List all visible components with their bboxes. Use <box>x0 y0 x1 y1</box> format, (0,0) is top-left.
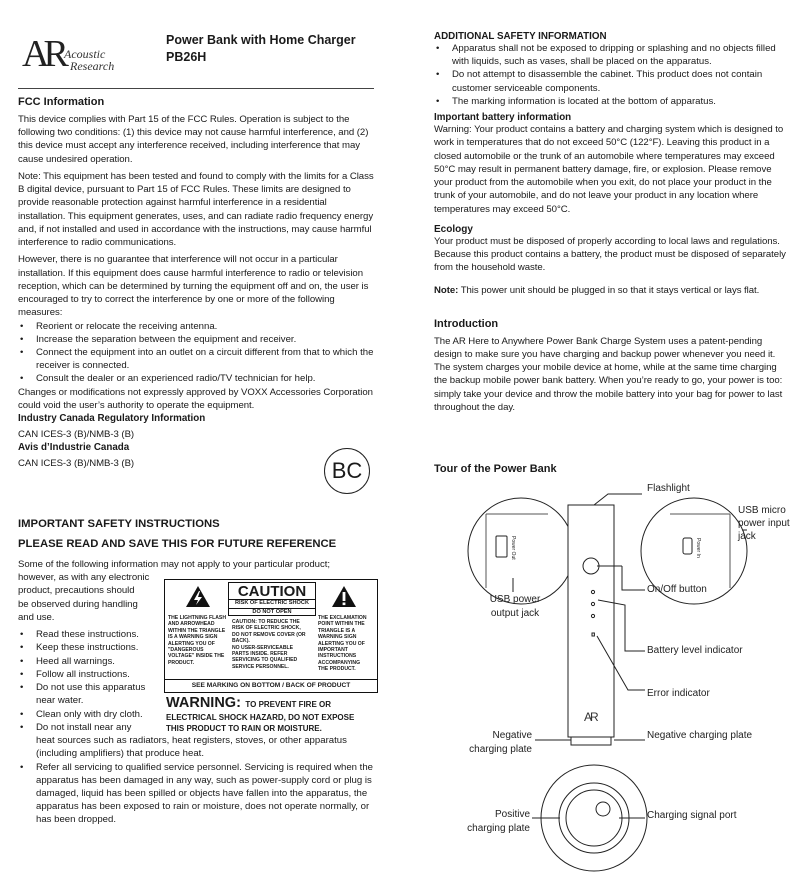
safety-intro-line: be observed during handling <box>18 598 138 610</box>
list-item: • Reorient or relocate the receiving antenna. <box>18 320 376 333</box>
bc-mark-text: BC <box>331 458 363 483</box>
fcc-paragraph-4: Changes or modifications not expressly approved by VOXX Accessories Corporation could void the user’s authority to operate the equipment. <box>18 386 373 411</box>
ar-logo-mark: AR <box>22 33 63 75</box>
safety-heat-line-1: Do not install near any <box>36 721 132 733</box>
label-battery-level: Battery level indicator <box>647 645 743 656</box>
caution-right-line: INSTRUCTIONS <box>318 653 357 660</box>
caution-center-line: SERVICING TO QUALIFIED <box>232 657 298 664</box>
list-item: • Heed all warnings. <box>18 655 376 668</box>
caution-center-line: CAUTION: TO REDUCE THE <box>232 619 300 625</box>
lightning-warning-icon <box>185 585 211 608</box>
caution-right-text <box>318 615 376 673</box>
caution-center-line: SERVICE PERSONNEL. <box>232 663 289 670</box>
warning-block <box>166 694 386 734</box>
label-onoff: On/Off button <box>647 584 707 595</box>
label-neg-plate-left-line: charging plate <box>469 744 532 755</box>
note-label: Note: <box>434 284 459 296</box>
fcc-measures-list <box>18 320 376 386</box>
caution-right-line: IMPORTANT <box>318 647 348 654</box>
battery-text: Warning: Your product contains a battery and charging system which is designed to work in temperatures that do not exceed 50°C (122°F). Leaving this product in a closed automobile or the trunk of an automobile where temperatures may exceed 50°C may result in permanent battery damage, fire, or explosion. Please remove your product from the automobile when you exit, do not place your product in the trunk of your automobile, and do not leave your product in any location where temperatures may exceed 50°C. <box>434 124 784 215</box>
label-flashlight: Flashlight <box>647 483 690 494</box>
list-item: • Apparatus shall not be exposed to dripping or splashing and no objects filled with liquids, such as vases, shall be placed on the apparatus. <box>434 42 792 68</box>
note-text: This power unit should be plugged in so that it stays vertical or lays flat. <box>458 284 760 296</box>
ic-heading: Industry Canada Regulatory Information <box>18 413 206 425</box>
additional-heading: ADDITIONAL SAFETY INFORMATION <box>434 31 607 42</box>
caution-right-line: WARNING SIGN <box>318 634 357 641</box>
caution-subtitle-2: DO NOT OPEN <box>229 608 315 617</box>
label-neg-plate-right: Negative charging plate <box>647 730 753 741</box>
header-divider <box>18 88 374 89</box>
caution-subtitle-1: RISK OF ELECTRIC SHOCK <box>229 599 315 608</box>
ecology-text: Your product must be disposed of properly according to local laws and regulations. Because this product contains a battery, the product must be disposed of separately from the household waste. <box>434 235 786 274</box>
additional-list <box>434 42 792 108</box>
label-error: Error indicator <box>647 688 710 699</box>
caution-left-line: AND ARROWHEAD <box>168 621 215 628</box>
label-usb-power <box>487 593 543 621</box>
ar-logo-line2: Research <box>70 59 115 73</box>
list-item: • Follow all instructions. <box>18 668 376 681</box>
caution-center-line: DO NOT REMOVE COVER (OR <box>232 631 306 638</box>
ar-logo-line1: Acoustic <box>64 47 106 61</box>
caution-left-line: VOLTAGE" INSIDE THE <box>168 653 225 660</box>
label-usb-micro <box>738 504 790 543</box>
caution-right-line: POINT WITHIN THE <box>318 621 365 628</box>
label-pos-plate <box>466 808 530 836</box>
list-item: • The marking information is located at the bottom of apparatus. <box>434 95 792 108</box>
ic-heading-fr: Avis d’Industrie Canada <box>18 442 130 454</box>
label-neg-plate-left <box>466 729 532 757</box>
note <box>434 284 792 297</box>
label-pos-plate-line: charging plate <box>467 823 530 834</box>
caution-center-line: NO USER-SERVICEABLE <box>232 644 294 651</box>
list-item: • Connect the equipment into an outlet on a circuit different from that to which the receiver is connected. <box>18 346 376 372</box>
warning-line-3: THIS PRODUCT TO RAIN OR MOISTURE. <box>166 724 322 733</box>
safety-intro-full: Some of the following information may not apply to your particular product; <box>18 559 330 570</box>
safety-intro-line: and use. <box>18 611 55 623</box>
safety-heading-1: IMPORTANT SAFETY INSTRUCTIONS <box>18 518 220 530</box>
safety-heading-2: PLEASE READ AND SAVE THIS FOR FUTURE REFERENCE <box>18 538 337 550</box>
label-usb-micro-line: USB micro <box>738 505 786 516</box>
port-out-text: Power Out <box>510 536 516 560</box>
battery-heading: Important battery information <box>434 112 572 124</box>
list-item: • Increase the separation between the equipment and receiver. <box>18 333 376 346</box>
caution-right-line: THE EXCLAMATION <box>318 615 367 621</box>
product-title: Power Bank with Home Charger <box>166 33 356 47</box>
caution-left-line: ALERTING YOU OF <box>168 640 215 647</box>
ic-code: CAN ICES-3 (B)/NMB-3 (B) <box>18 429 135 441</box>
power-bank-bottom-cap <box>571 737 611 745</box>
caution-title: CAUTION <box>237 583 307 600</box>
fcc-paragraph-2: Note: This equipment has been tested and found to comply with the limits for a Class B digital device, pursuant to Part 15 of FCC Rules. These limits are designed to provide reasonable protection against harmful interference in a residential installation. This equipment generates, uses, and can radiate radio frequency energy and, if not installed and used in accordance with the instructions, may cause harmful interference to radio communications. <box>18 170 374 249</box>
fcc-paragraph-1: This device complies with Part 15 of the FCC Rules. Operation is subject to the following two conditions: (1) this device may not cause harmful interference, and (2) this device must accept any interference received, including interference that may cause undesired operation. <box>18 114 369 165</box>
label-signal-port: Charging signal port <box>647 810 737 821</box>
safety-intro-line: product, precautions should <box>18 585 135 597</box>
safety-water-line-2: near water. <box>36 695 84 707</box>
label-usb-micro-line: power input <box>738 518 790 529</box>
caution-footer: SEE MARKING ON BOTTOM / BACK OF PRODUCT <box>165 679 377 692</box>
caution-center-line: BACK). <box>232 638 250 645</box>
list-item: • Read these instructions. <box>18 628 376 641</box>
safety-heat-line-2: heat sources such as radiators, heat registers, stoves, or other apparatus (including amplifiers) that produce heat. <box>36 735 347 760</box>
list-item: • Clean only with dry cloth. <box>18 708 376 721</box>
ic-code-fr: CAN ICES-3 (B)/NMB-3 (B) <box>18 458 135 470</box>
bc-mark <box>324 448 370 494</box>
caution-right-line: ALERTING YOU OF <box>318 640 365 647</box>
safety-intro-line: however, as with any electronic <box>18 572 150 584</box>
warning-line-2: ELECTRICAL SHOCK HAZARD, DO NOT EXPOSE <box>166 713 355 722</box>
list-item: • Do not attempt to disassemble the cabinet. This product does not contain customer serviceable components. <box>434 68 792 94</box>
label-pos-plate-line: Positive <box>494 809 530 820</box>
fcc-heading: FCC Information <box>18 96 105 108</box>
warning-line-1: TO PREVENT FIRE OR <box>245 700 332 709</box>
label-usb-power-line: USB power <box>489 594 541 605</box>
product-model: PB26H <box>166 50 207 64</box>
power-bank-body <box>568 505 614 737</box>
warning-big: WARNING: <box>166 695 241 711</box>
port-in-text: Power In <box>695 538 701 558</box>
caution-title-block <box>228 582 316 616</box>
caution-center-text <box>232 619 316 670</box>
fcc-paragraph-3: However, there is no guarantee that interference will not occur in a particular installation. If this equipment does cause harmful interference to radio or television reception, which can be determined by turning the equipment off and on, the user is encouraged to try to correct the interference by one or more of the following measures: <box>18 254 369 319</box>
caution-center-line: PARTS INSIDE. REFER <box>232 651 288 658</box>
list-item: • Consult the dealer or an experienced radio/TV technician for help. <box>18 372 376 385</box>
list-item: • Refer all servicing to qualified service personnel. Servicing is required when the apparatus has been damaged in any way, such as power-supply cord or plug is damaged, liquid has been spilled or objects have fallen into the apparatus, the apparatus has been exposed to rain or moisture, does not operate normally, or has been dropped. <box>18 761 376 827</box>
caution-left-line: "DANGEROUS <box>168 647 204 654</box>
intro-text: The AR Here to Anywhere Power Bank Charge System uses a patent-pending design to make sure you have charging and backup power whenever you need it. The system charges your mobile device at home, while at the same time charging the backup mobile power bank battery. When you’re ready to go, your power is too: simply take your device and throw the mobile battery into your bag for power to last throughout the day. <box>434 335 783 413</box>
label-usb-power-line: output jack <box>490 608 540 619</box>
caution-left-line: PRODUCT. <box>168 659 195 666</box>
exclamation-warning-icon <box>331 585 357 608</box>
device-logo: AR <box>584 710 597 724</box>
ecology-heading: Ecology <box>434 223 473 235</box>
caution-left-line: IS A WARNING SIGN <box>168 634 218 641</box>
caution-right-line: THE PRODUCT. <box>318 666 356 673</box>
ar-logo <box>22 32 142 76</box>
caution-left-line: THE LIGHTNING FLASH <box>168 615 227 621</box>
list-item: • Keep these instructions. <box>18 641 376 654</box>
caution-left-line: WITHIN THE TRIANGLE <box>168 627 226 634</box>
caution-box <box>164 579 378 693</box>
caution-center-line: RISK OF ELECTRIC SHOCK, <box>232 625 301 632</box>
caution-left-text <box>168 615 228 666</box>
label-neg-plate-left-line: Negative <box>492 730 532 741</box>
caution-right-line: ACCOMPANYING <box>318 659 361 666</box>
safety-water-line-1: Do not use this apparatus <box>36 682 146 694</box>
label-usb-micro-line: jack <box>738 531 756 542</box>
tour-heading: Tour of the Power Bank <box>434 463 557 475</box>
intro-heading: Introduction <box>434 317 499 330</box>
caution-right-line: TRIANGLE IS A <box>318 627 356 634</box>
